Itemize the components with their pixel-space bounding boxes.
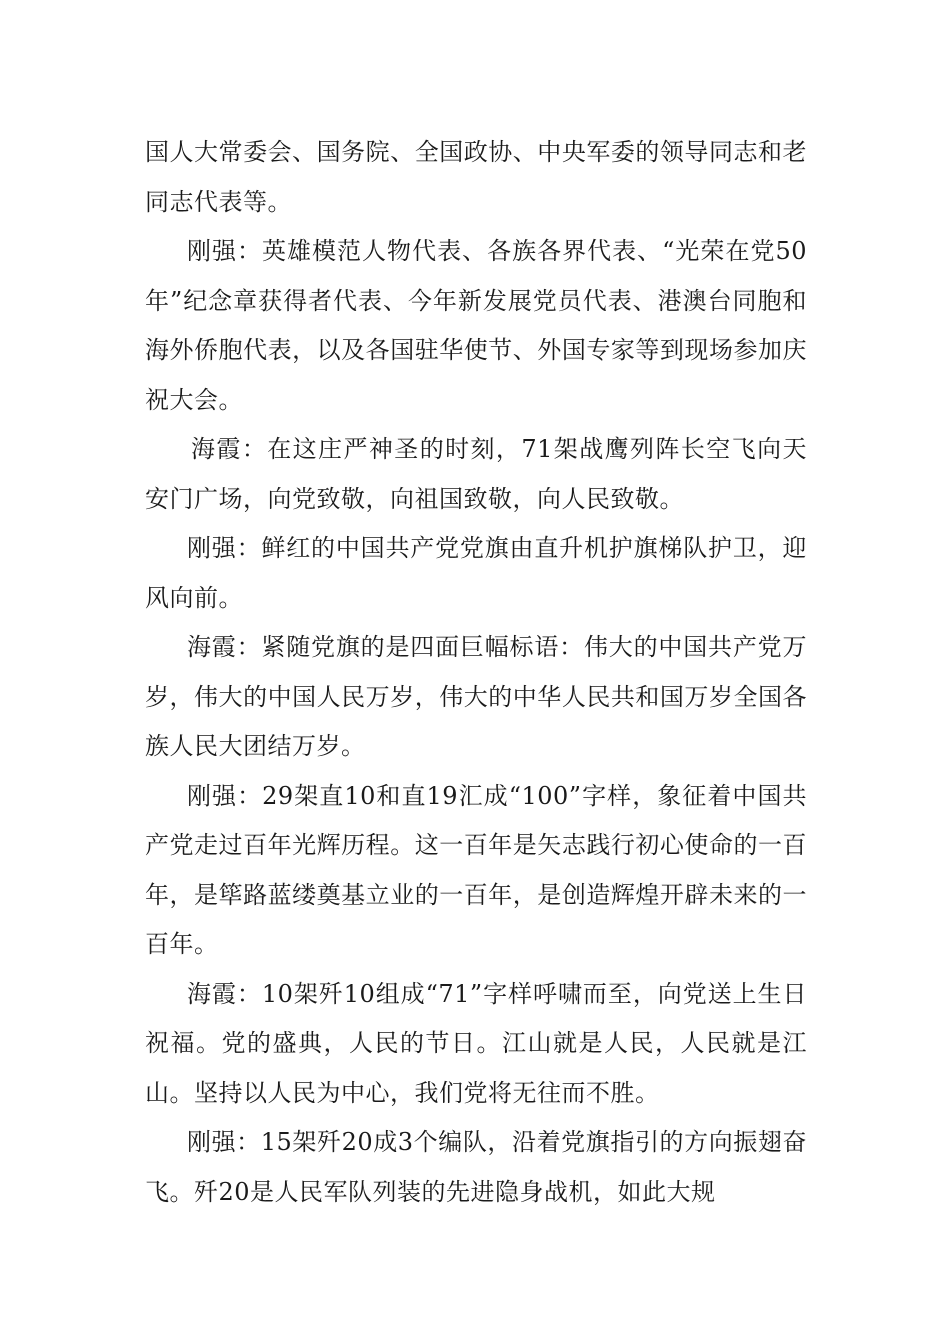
paragraph-continuation: 国人大常委会、国务院、全国政协、中央军委的领导同志和老同志代表等。 — [145, 138, 807, 216]
paragraph-haixia-slogans: 海霞：紧随党旗的是四面巨幅标语：伟大的中国共产党万岁，伟大的中国人民万岁，伟大的中华人民共和国万岁全国各族人民大团结万岁。 — [145, 633, 807, 760]
paragraph-haixia-j10: 海霞：10架歼10组成“71”字样呼啸而至，向党送上生日祝福。党的盛典，人民的节日。江山就是人民，人民就是江山。坚持以人民为中心，我们党将无往而不胜。 — [145, 979, 807, 1107]
paragraph-gangqiang-flag: 刚强：鲜红的中国共产党党旗由直升机护旗梯队护卫，迎风向前。 — [145, 534, 807, 612]
paragraph-gangqiang-helicopters: 刚强：29架直10和直19汇成“100”字样，象征着中国共产党走过百年光辉历程。这一百年是矢志践行初心使命的一百年，是筚路蓝缕奠基立业的一百年，是创造辉煌开辟未来的一百年。 — [145, 781, 807, 958]
paragraph-haixia-aircraft: 海霞：在这庄严神圣的时刻，71架战鹰列阵长空飞向天安门广场，向党致敬，向祖国致敬，向人民致敬。 — [145, 435, 807, 513]
paragraph-gangqiang-guests: 刚强：英雄模范人物代表、各族各界代表、“光荣在党50年”纪念章获得者代表、今年新发展党员代表、港澳台同胞和海外侨胞代表，以及各国驻华使节、外国专家等到现场参加庆祝大会。 — [145, 237, 807, 414]
paragraph-gangqiang-j20: 刚强：15架歼20成3个编队，沿着党旗指引的方向振翅奋飞。歼20是人民军队列装的先进隐身战机，如此大规 — [145, 1128, 807, 1206]
document-body — [145, 128, 807, 1217]
